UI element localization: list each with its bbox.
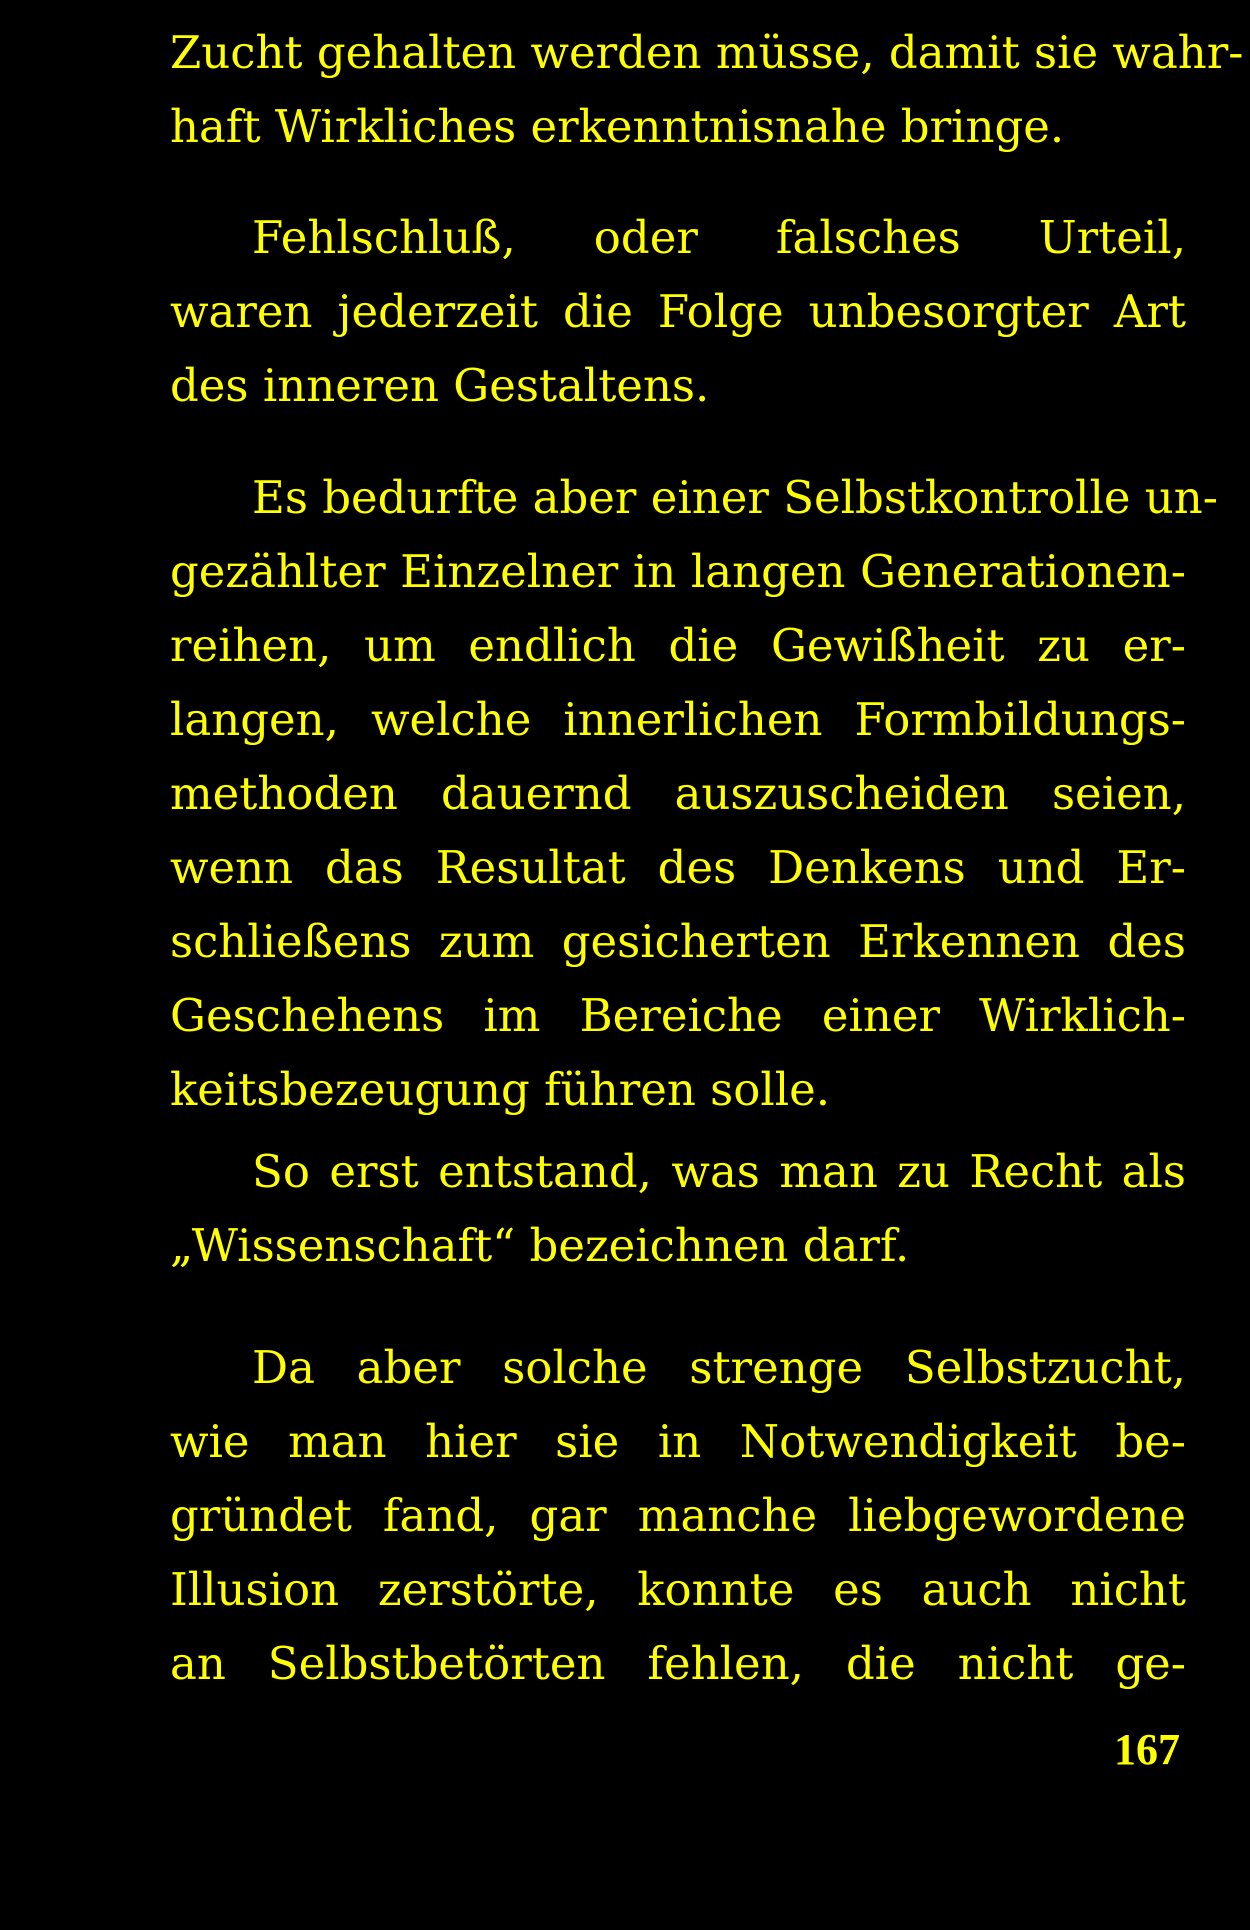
text-line: Geschehens im Bereiche einer Wirklich-	[170, 989, 1186, 1042]
paragraph-3	[170, 461, 1218, 1127]
text-line: Fehlschluß, oder falsches Urteil,	[252, 211, 1186, 264]
text-line: gezählter Einzelner in langen Generationen-	[170, 545, 1186, 598]
text-line: haft Wirkliches erkenntnisnahe bringe.	[170, 100, 1065, 153]
text-line: langen, welche innerlichen Formbildungs-	[170, 693, 1186, 746]
text-line: wenn das Resultat des Denkens und Er-	[170, 841, 1186, 894]
text-line: „Wissenschaft“ bezeichnen darf.	[170, 1219, 910, 1272]
text-line: Da aber solche strenge Selbstzucht,	[252, 1341, 1186, 1394]
text-line: So erst entstand, was man zu Recht als	[252, 1145, 1186, 1198]
text-line: Es bedurfte aber einer Selbstkontrolle un-	[252, 471, 1218, 524]
text-line: reihen, um endlich die Gewißheit zu er-	[170, 619, 1186, 672]
page-number: 167	[1114, 1725, 1180, 1774]
paragraph-4	[170, 1135, 1186, 1283]
text-line: an Selbstbetörten fehlen, die nicht ge-	[170, 1637, 1186, 1690]
paragraph-2	[170, 201, 1186, 423]
text-line: Illusion zerstörte, konnte es auch nicht	[170, 1563, 1186, 1616]
paragraph-5	[170, 1331, 1186, 1701]
paragraph-1	[170, 16, 1244, 164]
text-line: Zucht gehalten werden müsse, damit sie wahr-	[170, 26, 1244, 79]
text-line: methoden dauernd auszuscheiden seien,	[170, 767, 1186, 820]
text-line: gründet fand, gar manche liebgewordene	[170, 1489, 1186, 1542]
text-line: wie man hier sie in Notwendigkeit be-	[170, 1415, 1186, 1468]
text-line: waren jederzeit die Folge unbesorgter Art	[170, 285, 1186, 338]
text-line: schließens zum gesicherten Erkennen des	[170, 915, 1186, 968]
text-line: keitsbezeugung führen solle.	[170, 1063, 831, 1116]
text-line: des inneren Gestaltens.	[170, 359, 710, 412]
